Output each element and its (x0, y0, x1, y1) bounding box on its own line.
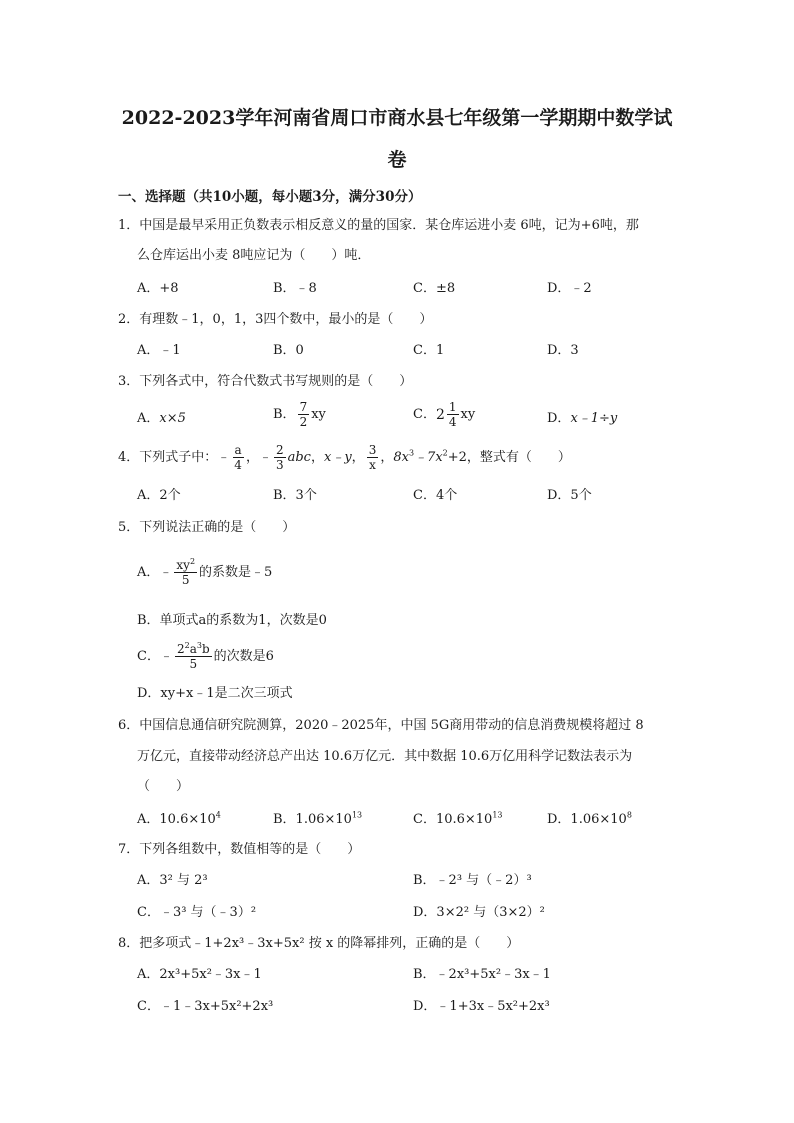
exponent: 3 (408, 448, 415, 458)
q4-option-c: C．4个 (413, 488, 458, 503)
q3-option-d (547, 409, 617, 429)
q8-option-b: B．﹣2x³+5x²﹣3x﹣1 (413, 967, 551, 982)
q6-stem-line3: （ ） (137, 779, 190, 794)
fraction (367, 443, 379, 472)
q8-stem: 8．把多项式﹣1+2x³﹣3x+5x² 按 x 的降幂排列，正确的是（ ） (118, 936, 520, 951)
expression: x﹣y (323, 450, 352, 465)
q3-option-c (413, 400, 475, 429)
q8-option-d: D．﹣1+3x﹣5x²+2x³ (413, 999, 550, 1014)
q6-stem-line2: 万亿元，直接带动经济总产出达 10.6万亿元．其中数据 10.6万亿用科学记数法表示为 (137, 749, 633, 764)
exponent: 4 (215, 810, 221, 820)
option-label: A． (137, 411, 160, 426)
exam-title-line1: 2022-2023学年河南省周口市商水县七年级第一学期期中数学试 (121, 107, 673, 129)
q6-option-a (137, 810, 221, 830)
exponent: 2 (442, 448, 448, 458)
option-base: D．1.06×10 (547, 812, 627, 827)
q7-option-c: C．﹣3³ 与（﹣3）² (137, 905, 257, 920)
fraction (174, 558, 197, 587)
option-expression: xy (460, 407, 476, 422)
option-base: C．10.6×10 (413, 812, 493, 827)
q3-stem: 3．下列各式中，符合代数式书写规则的是（ ） (118, 374, 413, 389)
numerator-part: a (189, 642, 197, 656)
numerator: 3 (368, 443, 377, 457)
option-label: A． (137, 565, 160, 580)
q1-option-a: A．+8 (137, 281, 179, 296)
denominator: 3 (275, 458, 284, 472)
separator: ， (380, 450, 394, 465)
numerator (175, 642, 212, 657)
q1-stem-line1: 1．中国是最早采用正负数表示相反意义的量的国家．某仓库运进小麦 6吨，记为+6吨，那 (118, 218, 639, 233)
q5-option-b: B．单项式a的系数为1，次数是0 (137, 613, 327, 628)
q7-option-d: D．3×2² 与（3×2）² (413, 905, 545, 920)
q4-stem (118, 443, 571, 472)
numerator: 2 (275, 443, 284, 457)
q2-stem: 2．有理数﹣1，0，1，3四个数中，最小的是（ ） (118, 312, 433, 327)
minus-sign: ﹣ (258, 450, 272, 465)
q2-option-c: C．1 (413, 343, 445, 358)
q8-option-c: C．﹣1﹣3x+5x²+2x³ (137, 999, 274, 1014)
denominator: 5 (181, 573, 190, 587)
q5-option-a (137, 558, 272, 587)
exponent: 2 (184, 641, 190, 650)
q5-stem: 5．下列说法正确的是（ ） (118, 520, 296, 535)
denominator: 2 (299, 415, 308, 429)
q7-option-b: B．﹣2³ 与（﹣2）³ (413, 873, 532, 888)
q6-option-b (273, 810, 362, 830)
fraction (447, 400, 459, 429)
exponent: 13 (492, 810, 503, 820)
q5-option-d: D．xy+x﹣1是二次三项式 (137, 686, 293, 701)
option-label: D． (547, 411, 571, 426)
q4-option-b: B．3个 (273, 488, 317, 503)
expression: +2 (447, 450, 467, 465)
section-heading: 一、选择题（共10小题，每小题3分，满分30分） (118, 189, 422, 205)
q6-option-c (413, 810, 503, 830)
fraction (232, 443, 244, 472)
q2-option-b: B．0 (273, 343, 304, 358)
fraction (175, 642, 212, 671)
q2-option-d: D．3 (547, 343, 579, 358)
option-expression: x×5 (159, 411, 186, 426)
q1-stem-line2: 么仓库运出小麦 8吨应记为（ ）吨． (137, 248, 371, 263)
separator: ， (351, 450, 365, 465)
option-expression: xy (311, 407, 326, 422)
q4-label: 4．下列式子中： (118, 450, 218, 465)
q6-stem-line1: 6．中国信息通信研究院测算，2020﹣2025年，中国 5G商用带动的信息消费规模将超过 8 (118, 718, 644, 733)
q1-option-d: D．﹣2 (547, 281, 592, 296)
option-base: B．1.06×10 (273, 812, 352, 827)
option-label: C． (137, 649, 160, 664)
numerator: a (234, 443, 242, 457)
numerator: 7 (299, 400, 308, 414)
expression: 8x (393, 450, 409, 465)
minus-sign: ﹣ (217, 450, 231, 465)
q4-option-a: A．2个 (137, 488, 181, 503)
denominator: 4 (234, 458, 242, 472)
minus-sign: ﹣ (159, 649, 173, 664)
denominator: 5 (189, 657, 198, 671)
q7-option-a: A．3² 与 2³ (137, 873, 208, 888)
numerator-base: xy (176, 558, 190, 572)
q3-option-b (273, 400, 326, 429)
q1-option-b: B．﹣8 (273, 281, 317, 296)
separator: ， (310, 450, 324, 465)
option-expression: x﹣1÷y (570, 411, 618, 426)
numerator: 1 (448, 400, 457, 414)
option-label: B． (273, 407, 296, 422)
option-tail: 的系数是﹣5 (199, 565, 273, 580)
numerator-part: 2 (176, 642, 185, 656)
q8-option-a: A．2x³+5x²﹣3x﹣1 (137, 967, 262, 982)
exam-title-line2: 卷 (387, 149, 407, 171)
numerator (174, 558, 197, 573)
q7-stem: 7．下列各组数中，数值相等的是（ ） (118, 842, 361, 857)
q5-option-c (137, 642, 274, 671)
q1-option-c: C．±8 (413, 281, 456, 296)
option-label: C． (413, 407, 436, 422)
option-tail: 的次数是6 (213, 649, 274, 664)
q3-option-a (137, 409, 186, 429)
separator: ， (245, 450, 259, 465)
exponent: 3 (196, 641, 202, 650)
expression: abc (287, 450, 311, 465)
exponent: 2 (189, 557, 196, 566)
denominator: 4 (448, 415, 457, 429)
q6-option-d (547, 810, 632, 830)
q4-option-d: D．5个 (547, 488, 592, 503)
exponent: 13 (351, 810, 363, 820)
exponent: 8 (626, 810, 632, 820)
fraction (298, 400, 310, 429)
fraction (274, 443, 286, 472)
q4-tail: ，整式有（ ） (466, 450, 571, 465)
option-base: A．10.6×10 (137, 812, 216, 827)
numerator-part: b (201, 642, 210, 656)
expression: ﹣7x (414, 450, 443, 465)
q2-option-a: A．﹣1 (137, 343, 181, 358)
minus-sign: ﹣ (159, 565, 173, 580)
denominator: x (369, 458, 376, 472)
mixed-whole: 2 (435, 406, 445, 423)
